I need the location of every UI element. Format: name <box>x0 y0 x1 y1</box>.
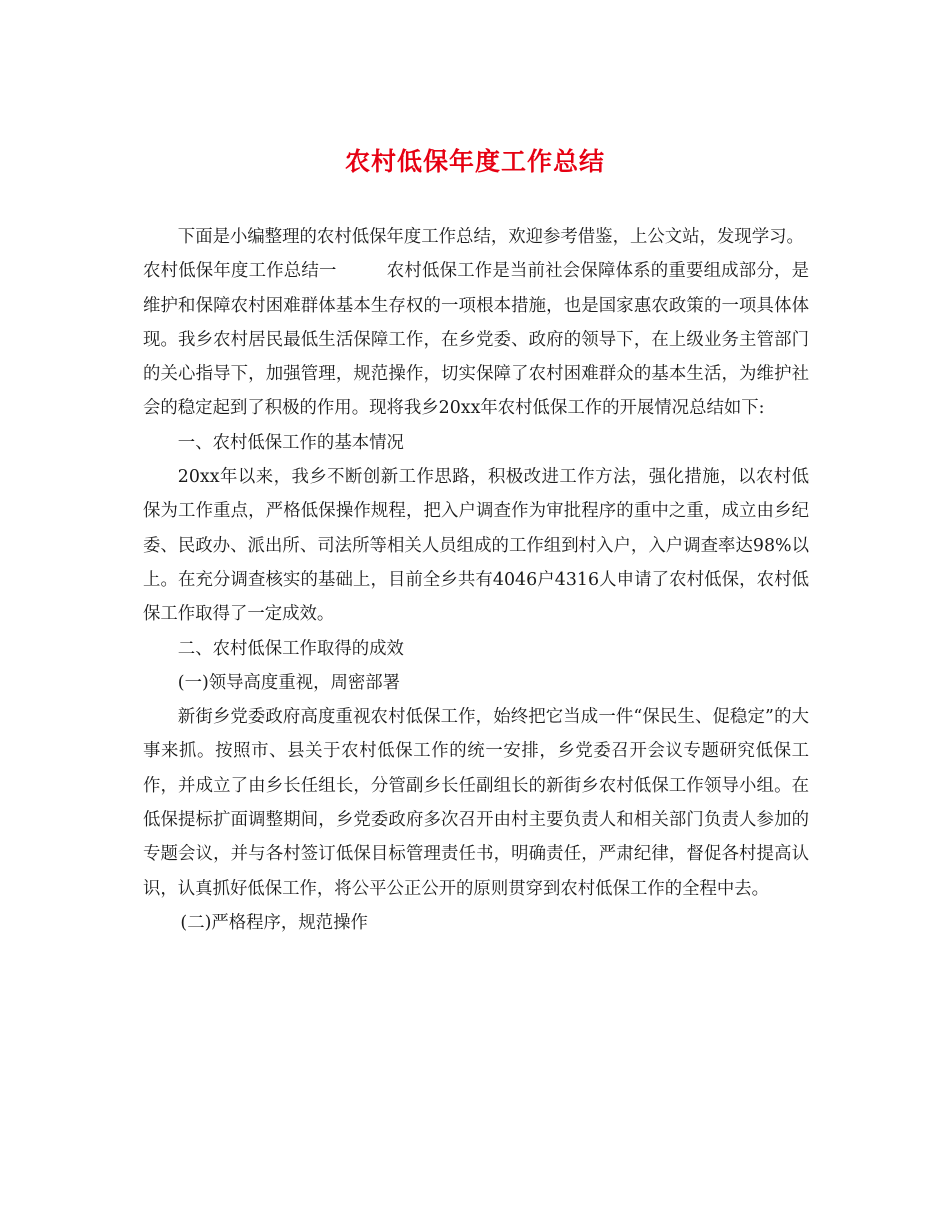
basic-situation-paragraph: 20xx年以来，我乡不断创新工作思路，积极改进工作方法，强化措施，以农村低保为工作重点，严格低保操作规程，把入户调查作为审批程序的重中之重，成立由乡纪委、民政办、派出所、司法所等相关人员组成的工作组到村入户，入户调查率达98%以上。在充分调查核实的基础上，目前全乡共有4046户4316人申请了农村低保，农村低保工作取得了一定成效。 <box>143 467 809 625</box>
subheading-procedure: (二)严格程序，规范操作 <box>180 912 368 933</box>
subheading-leadership: (一)领导高度重视，周密部署 <box>177 672 401 693</box>
intro-paragraph: 下面是小编整理的农村低保年度工作总结，欢迎参考借鉴，上公文站，发现学习。 <box>177 227 804 247</box>
heading-basic-situation: 一、农村低保工作的基本情况 <box>177 432 404 453</box>
section-one-text: 农村低保工作是当前社会保障体系的重要组成部分，是维护和保障农村困难群体基本生存权的一项根本措施，也是国家惠农政策的一项具体体现。我乡农村居民最低生活保障工作，在乡党委、政府的领导下，在上级业务主管部门的关心指导下，加强管理，规范操作，切实保障了农村困难群众的基本生活，为维护社会的稳定起到了积极的作用。现将我乡20xx年农村低保工作的开展情况总结如下: <box>143 261 809 419</box>
section-one-heading: 农村低保年度工作总结一 <box>143 261 337 282</box>
document-body <box>143 220 809 940</box>
document-title: 农村低保年度工作总结 <box>344 147 605 176</box>
heading-results: 二、农村低保工作取得的成效 <box>177 638 404 659</box>
section-one-paragraph <box>143 254 809 425</box>
leadership-paragraph: 新街乡党委政府高度重视农村低保工作，始终把它当成一件“保民生、促稳定”的大事来抓。按照市、县关于农村低保工作的统一安排，乡党委召开会议专题研究低保工作，并成立了由乡长任组长，分管副乡长任副组长的新街乡农村低保工作领导小组。在低保提标扩面调整期间，乡党委政府多次召开由村主要负责人和相关部门负责人参加的专题会议，并与各村签订低保目标管理责任书，明确责任，严肃纪律，督促各村提高认识，认真抓好低保工作，将公平公正公开的原则贯穿到农村低保工作的全程中去。 <box>143 707 809 899</box>
